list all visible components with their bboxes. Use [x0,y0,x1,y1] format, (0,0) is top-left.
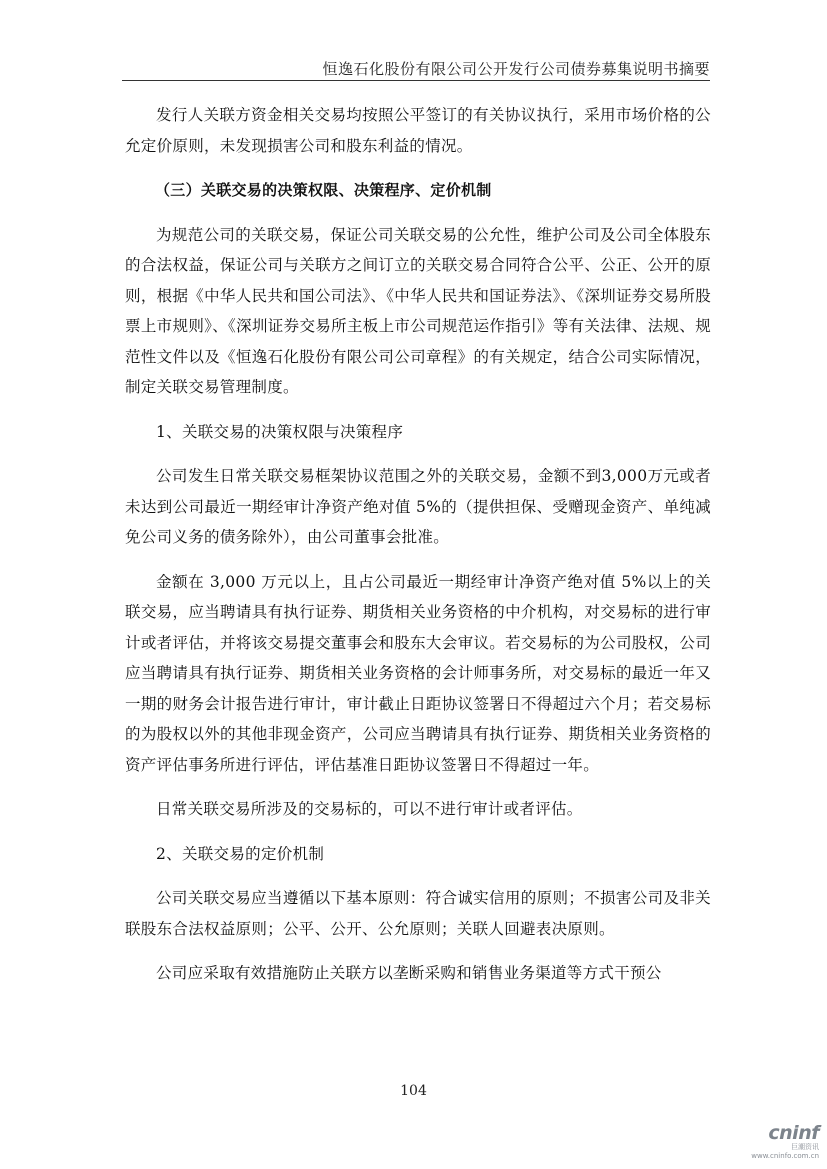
cninfo-url: www.cninfo.com.cn [751,1152,819,1160]
header-divider [122,80,710,81]
document-body [125,100,711,1003]
page-number: 104 [400,1083,427,1099]
section-heading: （三）关联交易的决策权限、决策程序、定价机制 [155,181,492,199]
subsection-heading: 1、关联交易的决策权限与决策程序 [156,422,404,441]
paragraph: 发行人关联方资金相关交易均按照公平签订的有关协议执行，采用市场价格的公允定价原则，未发现损害公司和股东利益的情况。 [125,106,711,155]
document-header: 恒逸石化股份有限公司公开发行公司债券募集说明书摘要 [322,60,710,78]
paragraph: 日常关联交易所涉及的交易标的，可以不进行审计或者评估。 [156,800,583,818]
paragraph: 公司关联交易应当遵循以下基本原则：符合诚实信用的原则；不损害公司及非关联股东合法权益原则；公平、公开、公允原则；关联人回避表决原则。 [125,889,711,938]
cninfo-watermark [747,1123,819,1163]
cninfo-subtitle: 巨潮资讯 [791,1143,819,1151]
cninfo-logo: cninf [768,1122,819,1144]
subsection-heading: 2、关联交易的定价机制 [156,844,325,863]
paragraph: 金额在 3,000 万元以上，且占公司最近一期经审计净资产绝对值 5%以上的关联交易，应当聘请具有执行证券、期货相关业务资格的中介机构，对交易标的进行审计或者评估，并将该交易提交董事会和股东大会审议。若交易标的为公司股权，公司应当聘请具有执行证券、期货相关业务资格的会计师事务所，对交易标的最近一年又一期的财务会计报告进行审计，审计截止日距协议签署日不得超过六个月；若交易标的为股权以外的其他非现金资产，公司应当聘请具有执行证券、期货相关业务资格的资产评估事务所进行评估，评估基准日距协议签署日不得超过一年。 [125,572,711,774]
paragraph: 公司应采取有效措施防止关联方以垄断采购和销售业务渠道等方式干预公 [156,964,662,982]
paragraph: 为规范公司的关联交易，保证公司关联交易的公允性，维护公司及公司全体股东的合法权益，保证公司与关联方之间订立的关联交易合同符合公平、公正、公开的原则，根据《中华人民共和国公司法》、《中华人民共和国证券法》、《深圳证券交易所股票上市规则》、《深圳证券交易所主板上市公司规范运作指引》等有关法律、法规、规范性文件以及《恒逸石化股份有限公司公司章程》的有关规定，结合公司实际情况，制定关联交易管理制度。 [125,225,711,396]
paragraph: 公司发生日常关联交易框架协议范围之外的关联交易，金额不到3,000万元或者未达到公司最近一期经审计净资产绝对值 5%的（提供担保、受赠现金资产、单纯减免公司义务的债务除外），由公司董事会批准。 [125,467,711,546]
